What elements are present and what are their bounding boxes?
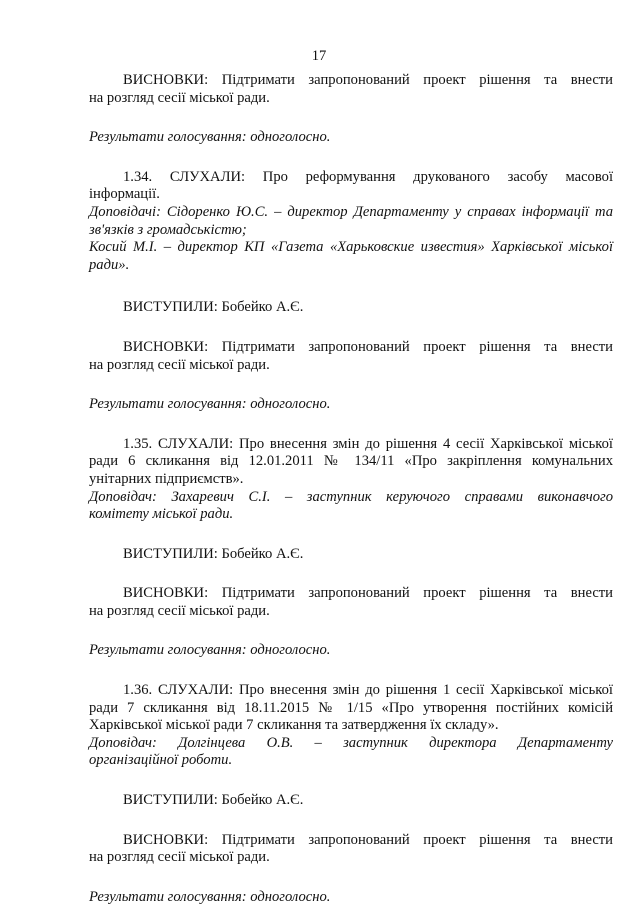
conclusion-line: ВИСНОВКИ: Підтримати запропонований проект рішення та внести <box>123 338 613 355</box>
heard-line: Харківської міської ради 7 скликання та затвердження їх складу». <box>89 717 499 734</box>
heard-line: 1.35. СЛУХАЛИ: Про внесення змін до рішення 4 сесії Харківської міської <box>123 435 613 452</box>
document-body <box>89 72 613 906</box>
heard-line: 1.34. СЛУХАЛИ: Про реформування друкованого засобу масової <box>123 168 613 185</box>
reporter-line: Доповідач: Захаревич С.І. – заступник керуючого справами виконавчого <box>89 488 613 505</box>
conclusion-line: ВИСНОВКИ: Підтримати запропонований проект рішення та внести <box>123 72 613 88</box>
vote-result: Результати голосування: одноголосно. <box>89 129 331 146</box>
spoke-line: ВИСТУПИЛИ: Бобейко А.Є. <box>123 545 304 562</box>
conclusion-line: ВИСНОВКИ: Підтримати запропонований проект рішення та внести <box>123 831 613 848</box>
conclusion-line: на розгляд сесії міської ради. <box>89 356 270 373</box>
conclusion-line: на розгляд сесії міської ради. <box>89 602 270 619</box>
conclusion-block <box>89 72 613 107</box>
page-number: 17 <box>311 48 327 64</box>
vote-result: Результати голосування: одноголосно. <box>89 396 331 413</box>
conclusion-line: на розгляд сесії міської ради. <box>89 89 270 106</box>
reporter-line: ради». <box>89 256 130 273</box>
spoke-line: ВИСТУПИЛИ: Бобейко А.Є. <box>123 299 304 316</box>
agenda-item-1-35 <box>89 436 613 660</box>
reporter-line: комітету міської ради. <box>89 506 234 523</box>
reporter-line: Доповідачі: Сідоренко Ю.С. – директор Департаменту у справах інформації та <box>89 203 613 220</box>
reporter-line: зв'язків з громадськістю; <box>89 221 247 238</box>
reporter-line: організаційної роботи. <box>89 752 233 769</box>
reporter-line: Косий М.І. – директор КП «Газета «Харьковские известия» Харківської міської <box>89 239 613 256</box>
heard-line: інформації. <box>89 186 160 203</box>
vote-result: Результати голосування: одноголосно. <box>89 642 331 659</box>
conclusion-line: на розгляд сесії міської ради. <box>89 849 270 866</box>
heard-line: ради 6 скликання від 12.01.2011 № 134/11 «Про закріплення комунальних <box>89 453 613 470</box>
heard-line: 1.36. СЛУХАЛИ: Про внесення змін до рішення 1 сесії Харківської міської <box>123 682 613 699</box>
agenda-item-1-36 <box>89 682 613 906</box>
spoke-line: ВИСТУПИЛИ: Бобейко А.Є. <box>123 792 304 809</box>
reporter-line: Доповідач: Долгінцева О.В. – заступник директора Департаменту <box>89 734 613 751</box>
heard-line: ради 7 скликання від 18.11.2015 № 1/15 «Про утворення постійних комісій <box>89 699 613 716</box>
heard-line: унітарних підприємств». <box>89 470 244 487</box>
agenda-item-1-34 <box>89 169 613 414</box>
conclusion-line: ВИСНОВКИ: Підтримати запропонований проект рішення та внести <box>123 585 613 602</box>
vote-result: Результати голосування: одноголосно. <box>89 888 331 905</box>
